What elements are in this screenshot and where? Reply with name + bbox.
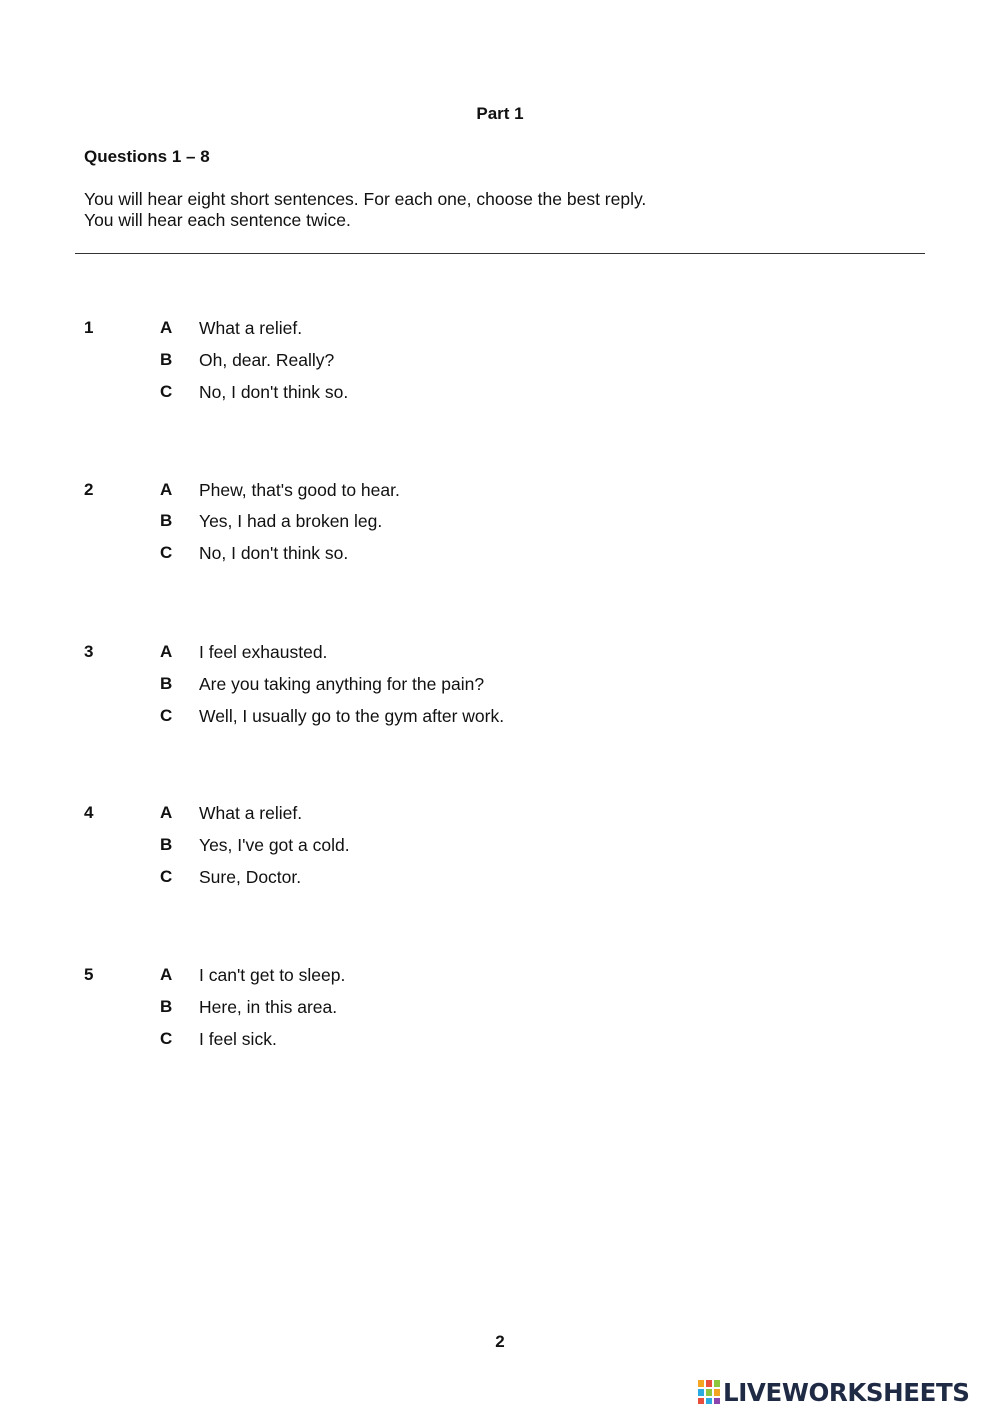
brand-name: LIVEWORKSHEETS (723, 1377, 970, 1407)
section-divider (75, 253, 925, 254)
option-letter: C (160, 706, 173, 725)
option-letter: A (160, 965, 173, 984)
option-letter: C (160, 1029, 173, 1048)
liveworksheets-logo-icon (697, 1379, 721, 1405)
option-letter: B (160, 674, 173, 693)
option-letter: A (160, 480, 173, 499)
option-letter: A (160, 642, 173, 661)
option-text: Yes, I had a broken leg. (199, 511, 383, 531)
option-text: No, I don't think so. (199, 382, 349, 402)
option-letter: C (160, 867, 173, 886)
brand-watermark (697, 1377, 970, 1407)
question-number: 2 (84, 480, 94, 499)
option-text: I feel exhausted. (199, 642, 328, 662)
option-text: Here, in this area. (199, 997, 338, 1017)
option-text: I can't get to sleep. (199, 965, 346, 985)
option-letter: C (160, 543, 173, 562)
option-letter: B (160, 350, 173, 369)
option-letter: B (160, 997, 173, 1016)
option-text: Phew, that's good to hear. (199, 480, 400, 500)
question-number: 5 (84, 965, 94, 984)
option-letter: A (160, 803, 173, 822)
option-text: Sure, Doctor. (199, 867, 302, 887)
instructions (84, 189, 646, 231)
question-number: 3 (84, 642, 94, 661)
option-letter: B (160, 511, 173, 530)
instruction-line: You will hear each sentence twice. (84, 210, 351, 230)
page-number: 2 (495, 1332, 505, 1351)
option-text: No, I don't think so. (199, 543, 349, 563)
option-text: What a relief. (199, 318, 303, 338)
question-number: 1 (84, 318, 94, 337)
option-letter: B (160, 835, 173, 854)
option-text: I feel sick. (199, 1029, 277, 1049)
option-letter: A (160, 318, 173, 337)
question-number: 4 (84, 803, 94, 822)
option-text: What a relief. (199, 803, 303, 823)
option-letter: C (160, 382, 173, 401)
part-title: Part 1 (476, 104, 524, 123)
option-text: Yes, I've got a cold. (199, 835, 350, 855)
instruction-line: You will hear eight short sentences. For each one, choose the best reply. (84, 189, 647, 209)
option-text: Oh, dear. Really? (199, 350, 335, 370)
questions-range-heading: Questions 1 – 8 (84, 147, 210, 166)
option-text: Are you taking anything for the pain? (199, 674, 485, 694)
option-text: Well, I usually go to the gym after work. (199, 706, 505, 726)
